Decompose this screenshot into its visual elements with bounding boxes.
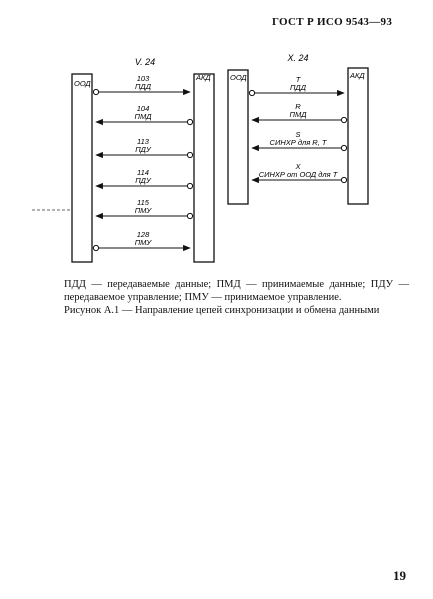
right-dte-label: ООД <box>230 73 247 82</box>
circuit-name: ПМУ <box>134 238 152 247</box>
circuit-dot <box>341 117 346 122</box>
circuit-number: 115 <box>137 198 149 207</box>
circuit-diagram <box>0 0 433 270</box>
circuit-number: 104 <box>136 104 150 113</box>
left-circuit-6 <box>93 230 190 251</box>
document-header: ГОСТ Р ИСО 9543—93 <box>272 16 393 28</box>
right-interface-label: X. 24 <box>287 53 309 63</box>
right-dce-label: АКД <box>350 71 365 80</box>
circuit-dot <box>187 183 192 188</box>
left-circuit-2 <box>96 104 193 125</box>
right-circuit-2 <box>252 102 347 123</box>
circuit-name: СИНХР для R, T <box>269 138 327 147</box>
circuit-number: X <box>295 162 301 171</box>
left-interface-label: V. 24 <box>134 57 156 67</box>
circuit-name: СИНХР от ООД для T <box>258 170 338 179</box>
circuit-name: ПДД <box>290 83 306 92</box>
circuit-dot <box>93 245 98 250</box>
circuit-dot <box>93 89 98 94</box>
left-dte-label: ООД <box>74 79 91 88</box>
circuit-name: ПМД <box>134 112 152 121</box>
right-dce-box <box>348 68 368 204</box>
right-circuit-1 <box>249 75 344 96</box>
circuit-name: ПМД <box>289 110 307 119</box>
circuit-name: ПМУ <box>134 206 152 215</box>
figure-caption: Рисунок А.1 — Направление цепей синхронизации и обмена данными <box>64 305 380 316</box>
left-circuits <box>93 74 192 251</box>
right-circuits <box>249 75 346 183</box>
circuit-number: 128 <box>136 230 150 239</box>
circuit-dot <box>341 145 346 150</box>
page-number: 19 <box>393 568 406 583</box>
circuit-number: T <box>295 75 301 84</box>
left-dce-box <box>194 74 214 262</box>
right-circuit-3 <box>252 130 347 151</box>
legend-caption: ПДД — передаваемые данные; ПМД — принимаемые данные; ПДУ — передаваемое управление; ПМУ — принимаемое управление. <box>64 279 409 303</box>
circuit-name: ПДУ <box>135 145 151 154</box>
circuit-number: 103 <box>136 74 150 83</box>
circuit-number: 114 <box>137 168 149 177</box>
circuit-dot <box>341 177 346 182</box>
circuit-name: ПДД <box>135 82 151 91</box>
circuit-dot <box>187 152 192 157</box>
left-circuit-5 <box>96 198 193 219</box>
left-circuit-1 <box>93 74 190 95</box>
left-dte-box <box>72 74 92 262</box>
left-circuit-4 <box>96 168 193 189</box>
circuit-number: S <box>295 130 301 139</box>
circuit-dot <box>187 213 192 218</box>
right-dte-box <box>228 70 248 204</box>
circuit-dot <box>187 119 192 124</box>
circuit-dot <box>249 90 254 95</box>
right-circuit-4 <box>252 162 347 183</box>
left-circuit-3 <box>96 137 193 158</box>
left-dce-label: АКД <box>196 73 211 82</box>
circuit-name: ПДУ <box>135 176 151 185</box>
circuit-number: 113 <box>137 137 149 146</box>
circuit-number: R <box>295 102 301 111</box>
